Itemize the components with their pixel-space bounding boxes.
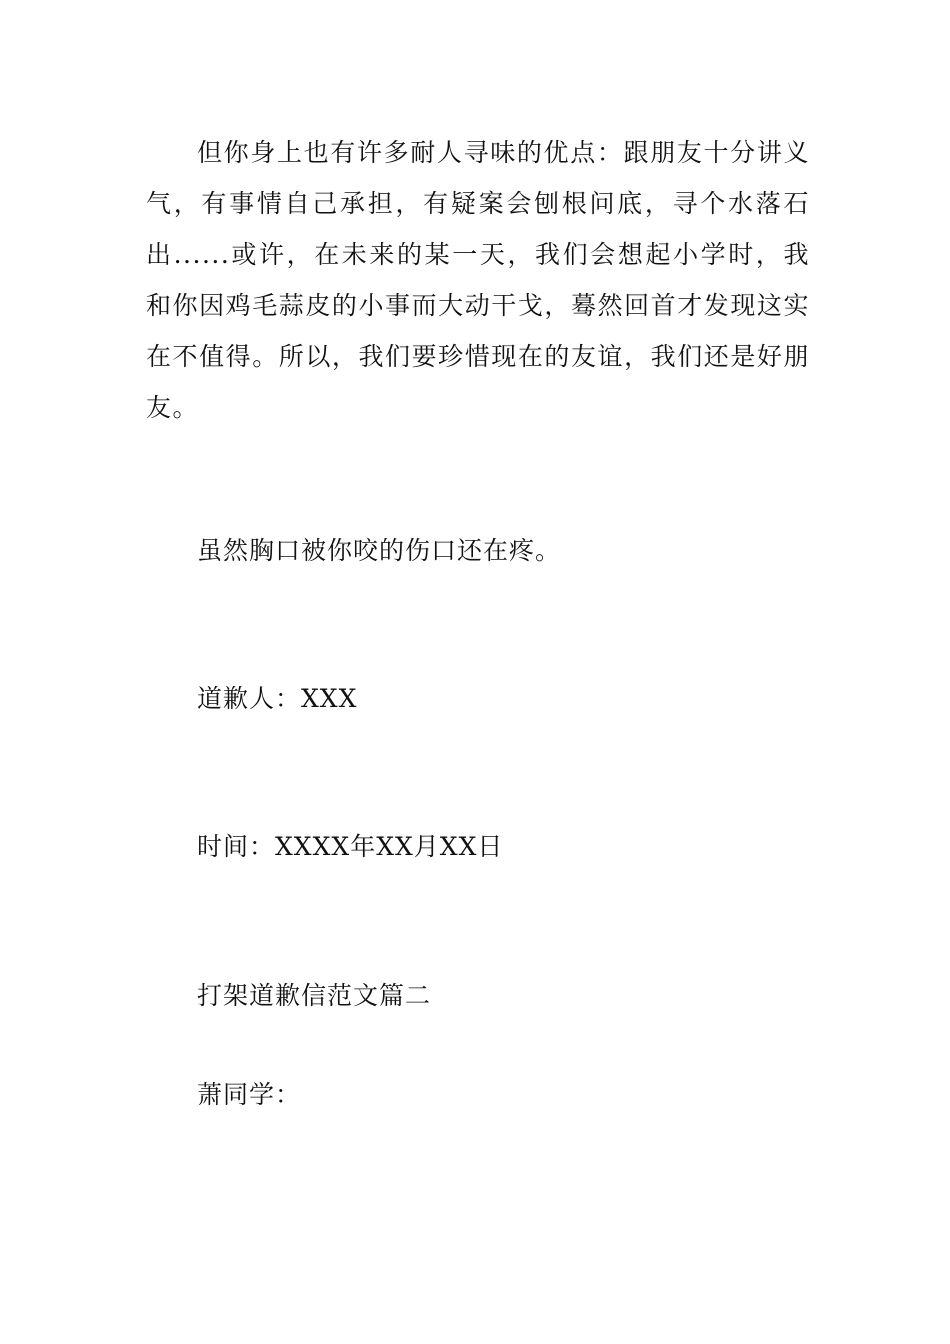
date-line: 时间：XXXX年XX月XX日 [197,832,504,861]
section-title: 打架道歉信范文篇二 [197,981,432,1010]
wound-sentence: 虽然胸口被你咬的伤口还在疼。 [197,536,562,565]
salutation-line: 萧同学： [197,1080,302,1109]
apologizer-line: 道歉人：XXX [197,684,358,713]
body-paragraph: 但你身上也有许多耐人寻味的优点：跟朋友十分讲义气，有事情自己承担，有疑案会刨根问底，寻个水落石出......或许，在未来的某一天，我们会想起小学时，我和你因鸡毛蒜皮的小事而大动干戈，蓦然回首才发现这实在不值得。所以，我们要珍惜现在的友谊，我们还是好朋友。 [146,138,810,422]
